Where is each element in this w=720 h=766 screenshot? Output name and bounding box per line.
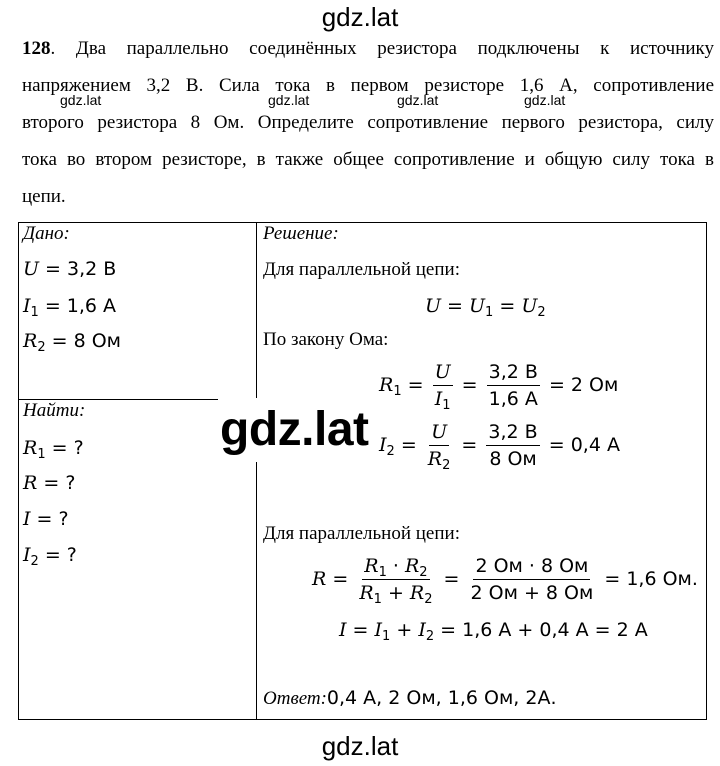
find-heading: Найти: — [23, 400, 86, 421]
problem-line-4: тока во втором резисторе, в также общее сопротивление и общую силу тока в — [22, 149, 714, 170]
eq-i-total: $I = I_1 + I_2 = 1,6$ А + 0,4 А = 2 А — [339, 619, 648, 644]
eq-r-total: R = $\frac{R_1 \cdot R_2}{R_1 + R_2}$ = $\frac{2 Ом \cdot 8 Ом}{2 Ом + 8 Ом}$ = 1,6 Ом. — [312, 555, 698, 607]
table-divider-vertical — [256, 223, 257, 719]
answer-label: Ответ: — [263, 688, 327, 709]
eq-i2: $I_2$ = $\frac{U}{R_2}$ = $\frac{3,2 В}{8 Ом}$ = 0,4 А — [379, 421, 620, 473]
find-r1: $R_1$ = ? — [23, 437, 84, 462]
watermark-small-3: gdz.lat — [397, 92, 439, 108]
parallel-text-1: Для параллельной цепи: — [263, 259, 460, 280]
watermark-small-2: gdz.lat — [268, 92, 310, 108]
find-i2: $I_2$ = ? — [23, 544, 77, 569]
find-r: R = ? — [23, 472, 76, 494]
problem-statement — [22, 30, 714, 215]
problem-number: 128 — [22, 38, 51, 59]
answer-text: 0,4 А, 2 Ом, 1,6 Ом, 2А. — [326, 687, 557, 709]
watermark-top: gdz.lat — [321, 2, 399, 32]
watermark-small-4: gdz.lat — [524, 92, 566, 108]
answer — [263, 687, 557, 710]
problem-line-2: напряжением 3,2 В. Сила тока в первом резисторе 1,6 А, сопротивление — [22, 75, 714, 96]
ohm-law-text: По закону Ома: — [263, 329, 389, 350]
problem-line-1: 128. Два параллельно соединённых резистора подключены к источнику — [22, 38, 714, 59]
solution-heading: Решение: — [263, 223, 339, 244]
watermark-bottom: gdz.lat — [321, 731, 399, 761]
find-i: I = ? — [23, 508, 69, 530]
watermark-center: gdz.lat — [218, 398, 371, 462]
problem-line-5: цепи. — [22, 186, 66, 207]
parallel-text-2: Для параллельной цепи: — [263, 523, 460, 544]
eq-u-parallel: $U = U_1 = U_2$ — [425, 295, 546, 320]
given-r2: $R_2 = 8$ Ом — [23, 330, 122, 355]
given-i1: $I_1 = 1,6$ А — [23, 295, 117, 320]
watermark-small-1: gdz.lat — [60, 92, 102, 108]
given-heading: Дано: — [23, 223, 70, 244]
solution-table — [18, 222, 707, 720]
problem-line-3: второго резистора 8 Ом. Определите сопротивление первого резистора, силу — [22, 112, 714, 133]
eq-r1: $R_1$ = $\frac{U}{I_1}$ = $\frac{3,2 В}{1,6 А}$ = 2 Ом — [379, 361, 619, 413]
given-u: U = 3,2 В — [23, 258, 117, 280]
